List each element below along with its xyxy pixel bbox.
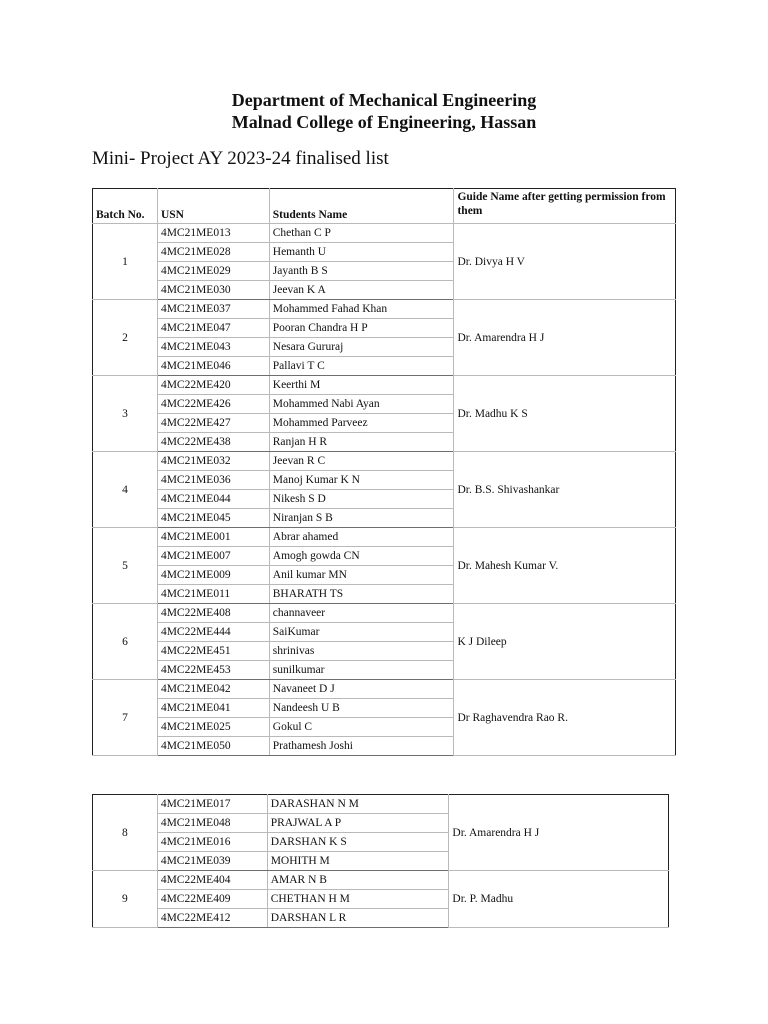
usn-cell: 4MC21ME011 bbox=[157, 585, 269, 604]
usn-cell: 4MC22ME404 bbox=[157, 871, 267, 890]
table-row bbox=[93, 452, 676, 471]
student-name-cell: Gokul C bbox=[269, 718, 454, 737]
usn-cell: 4MC21ME050 bbox=[157, 737, 269, 756]
student-name-cell: CHETHAN H M bbox=[267, 890, 449, 909]
batch-column-header: Batch No. bbox=[93, 189, 158, 224]
guide-name-cell: Dr. P. Madhu bbox=[449, 871, 669, 928]
batch-number-cell: 7 bbox=[93, 680, 158, 756]
student-name-cell: channaveer bbox=[269, 604, 454, 623]
usn-cell: 4MC21ME028 bbox=[157, 243, 269, 262]
usn-cell: 4MC22ME409 bbox=[157, 890, 267, 909]
student-name-cell: AMAR N B bbox=[267, 871, 449, 890]
student-name-cell: Keerthi M bbox=[269, 376, 454, 395]
batch-number-cell: 5 bbox=[93, 528, 158, 604]
student-name-cell: Jeevan R C bbox=[269, 452, 454, 471]
usn-cell: 4MC21ME037 bbox=[157, 300, 269, 319]
student-name-cell: Amogh gowda CN bbox=[269, 547, 454, 566]
student-name-cell: DARSHAN K S bbox=[267, 833, 449, 852]
usn-cell: 4MC21ME039 bbox=[157, 852, 267, 871]
usn-cell: 4MC21ME047 bbox=[157, 319, 269, 338]
usn-cell: 4MC22ME444 bbox=[157, 623, 269, 642]
student-name-cell: MOHITH M bbox=[267, 852, 449, 871]
student-name-cell: BHARATH TS bbox=[269, 585, 454, 604]
student-name-cell: SaiKumar bbox=[269, 623, 454, 642]
table-row bbox=[93, 871, 669, 890]
student-name-cell: Mohammed Nabi Ayan bbox=[269, 395, 454, 414]
student-name-cell: Mohammed Fahad Khan bbox=[269, 300, 454, 319]
usn-cell: 4MC22ME438 bbox=[157, 433, 269, 452]
usn-cell: 4MC21ME043 bbox=[157, 338, 269, 357]
student-name-cell: Nesara Gururaj bbox=[269, 338, 454, 357]
department-heading: Department of Mechanical Engineering bbox=[231, 90, 537, 110]
usn-cell: 4MC21ME007 bbox=[157, 547, 269, 566]
student-name-cell: DARASHAN N M bbox=[267, 795, 449, 814]
guide-name-cell: Dr Raghavendra Rao R. bbox=[454, 680, 676, 756]
student-name-cell: Pooran Chandra H P bbox=[269, 319, 454, 338]
student-name-cell: Nandeesh U B bbox=[269, 699, 454, 718]
usn-column-header: USN bbox=[157, 189, 269, 224]
usn-cell: 4MC21ME013 bbox=[157, 224, 269, 243]
table-row bbox=[93, 795, 669, 814]
project-allocation-table bbox=[92, 188, 676, 756]
student-name-cell: Navaneet D J bbox=[269, 680, 454, 699]
student-name-cell: DARSHAN L R bbox=[267, 909, 449, 928]
guide-name-cell: Dr. Amarendra H J bbox=[454, 300, 676, 376]
usn-cell: 4MC21ME036 bbox=[157, 471, 269, 490]
batch-number-cell: 9 bbox=[93, 871, 158, 928]
usn-cell: 4MC22ME451 bbox=[157, 642, 269, 661]
guide-name-cell: Dr. Divya H V bbox=[454, 224, 676, 300]
guide-name-cell: Dr. Amarendra H J bbox=[449, 795, 669, 871]
student-name-cell: Manoj Kumar K N bbox=[269, 471, 454, 490]
usn-cell: 4MC22ME426 bbox=[157, 395, 269, 414]
usn-cell: 4MC21ME042 bbox=[157, 680, 269, 699]
student-name-cell: Mohammed Parveez bbox=[269, 414, 454, 433]
usn-cell: 4MC21ME029 bbox=[157, 262, 269, 281]
usn-cell: 4MC22ME453 bbox=[157, 661, 269, 680]
document-subtitle: Mini- Project AY 2023-24 finalised list bbox=[92, 148, 389, 169]
batch-number-cell: 1 bbox=[93, 224, 158, 300]
usn-cell: 4MC21ME044 bbox=[157, 490, 269, 509]
usn-cell: 4MC21ME032 bbox=[157, 452, 269, 471]
student-name-column-header: Students Name bbox=[269, 189, 454, 224]
college-heading: Malnad College of Engineering, Hassan bbox=[231, 112, 537, 132]
guide-name-cell: Dr. Mahesh Kumar V. bbox=[454, 528, 676, 604]
usn-cell: 4MC21ME016 bbox=[157, 833, 267, 852]
batch-number-cell: 6 bbox=[93, 604, 158, 680]
usn-cell: 4MC21ME030 bbox=[157, 281, 269, 300]
usn-cell: 4MC21ME001 bbox=[157, 528, 269, 547]
student-name-cell: Ranjan H R bbox=[269, 433, 454, 452]
student-name-cell: Prathamesh Joshi bbox=[269, 737, 454, 756]
table-row bbox=[93, 224, 676, 243]
student-name-cell: Jayanth B S bbox=[269, 262, 454, 281]
project-allocation-table-continued bbox=[92, 794, 669, 928]
usn-cell: 4MC21ME046 bbox=[157, 357, 269, 376]
student-name-cell: Niranjan S B bbox=[269, 509, 454, 528]
table-row bbox=[93, 680, 676, 699]
table-row bbox=[93, 376, 676, 395]
table-row bbox=[93, 528, 676, 547]
batch-number-cell: 4 bbox=[93, 452, 158, 528]
student-name-cell: sunilkumar bbox=[269, 661, 454, 680]
student-name-cell: Jeevan K A bbox=[269, 281, 454, 300]
batch-number-cell: 8 bbox=[93, 795, 158, 871]
guide-name-cell: Dr. B.S. Shivashankar bbox=[454, 452, 676, 528]
student-name-cell: shrinivas bbox=[269, 642, 454, 661]
usn-cell: 4MC22ME408 bbox=[157, 604, 269, 623]
student-name-cell: Abrar ahamed bbox=[269, 528, 454, 547]
guide-name-cell: K J Dileep bbox=[454, 604, 676, 680]
usn-cell: 4MC21ME009 bbox=[157, 566, 269, 585]
student-name-cell: Anil kumar MN bbox=[269, 566, 454, 585]
table-header-row bbox=[93, 189, 676, 224]
student-name-cell: Hemanth U bbox=[269, 243, 454, 262]
guide-name-cell: Dr. Madhu K S bbox=[454, 376, 676, 452]
table-row bbox=[93, 604, 676, 623]
guide-column-header: Guide Name after getting permission from them bbox=[454, 189, 676, 224]
usn-cell: 4MC21ME017 bbox=[157, 795, 267, 814]
usn-cell: 4MC22ME412 bbox=[157, 909, 267, 928]
usn-cell: 4MC22ME427 bbox=[157, 414, 269, 433]
student-name-cell: PRAJWAL A P bbox=[267, 814, 449, 833]
batch-number-cell: 3 bbox=[93, 376, 158, 452]
student-name-cell: Pallavi T C bbox=[269, 357, 454, 376]
usn-cell: 4MC21ME048 bbox=[157, 814, 267, 833]
usn-cell: 4MC21ME045 bbox=[157, 509, 269, 528]
usn-cell: 4MC21ME025 bbox=[157, 718, 269, 737]
batch-number-cell: 2 bbox=[93, 300, 158, 376]
student-name-cell: Nikesh S D bbox=[269, 490, 454, 509]
table-row bbox=[93, 300, 676, 319]
student-name-cell: Chethan C P bbox=[269, 224, 454, 243]
usn-cell: 4MC21ME041 bbox=[157, 699, 269, 718]
usn-cell: 4MC22ME420 bbox=[157, 376, 269, 395]
